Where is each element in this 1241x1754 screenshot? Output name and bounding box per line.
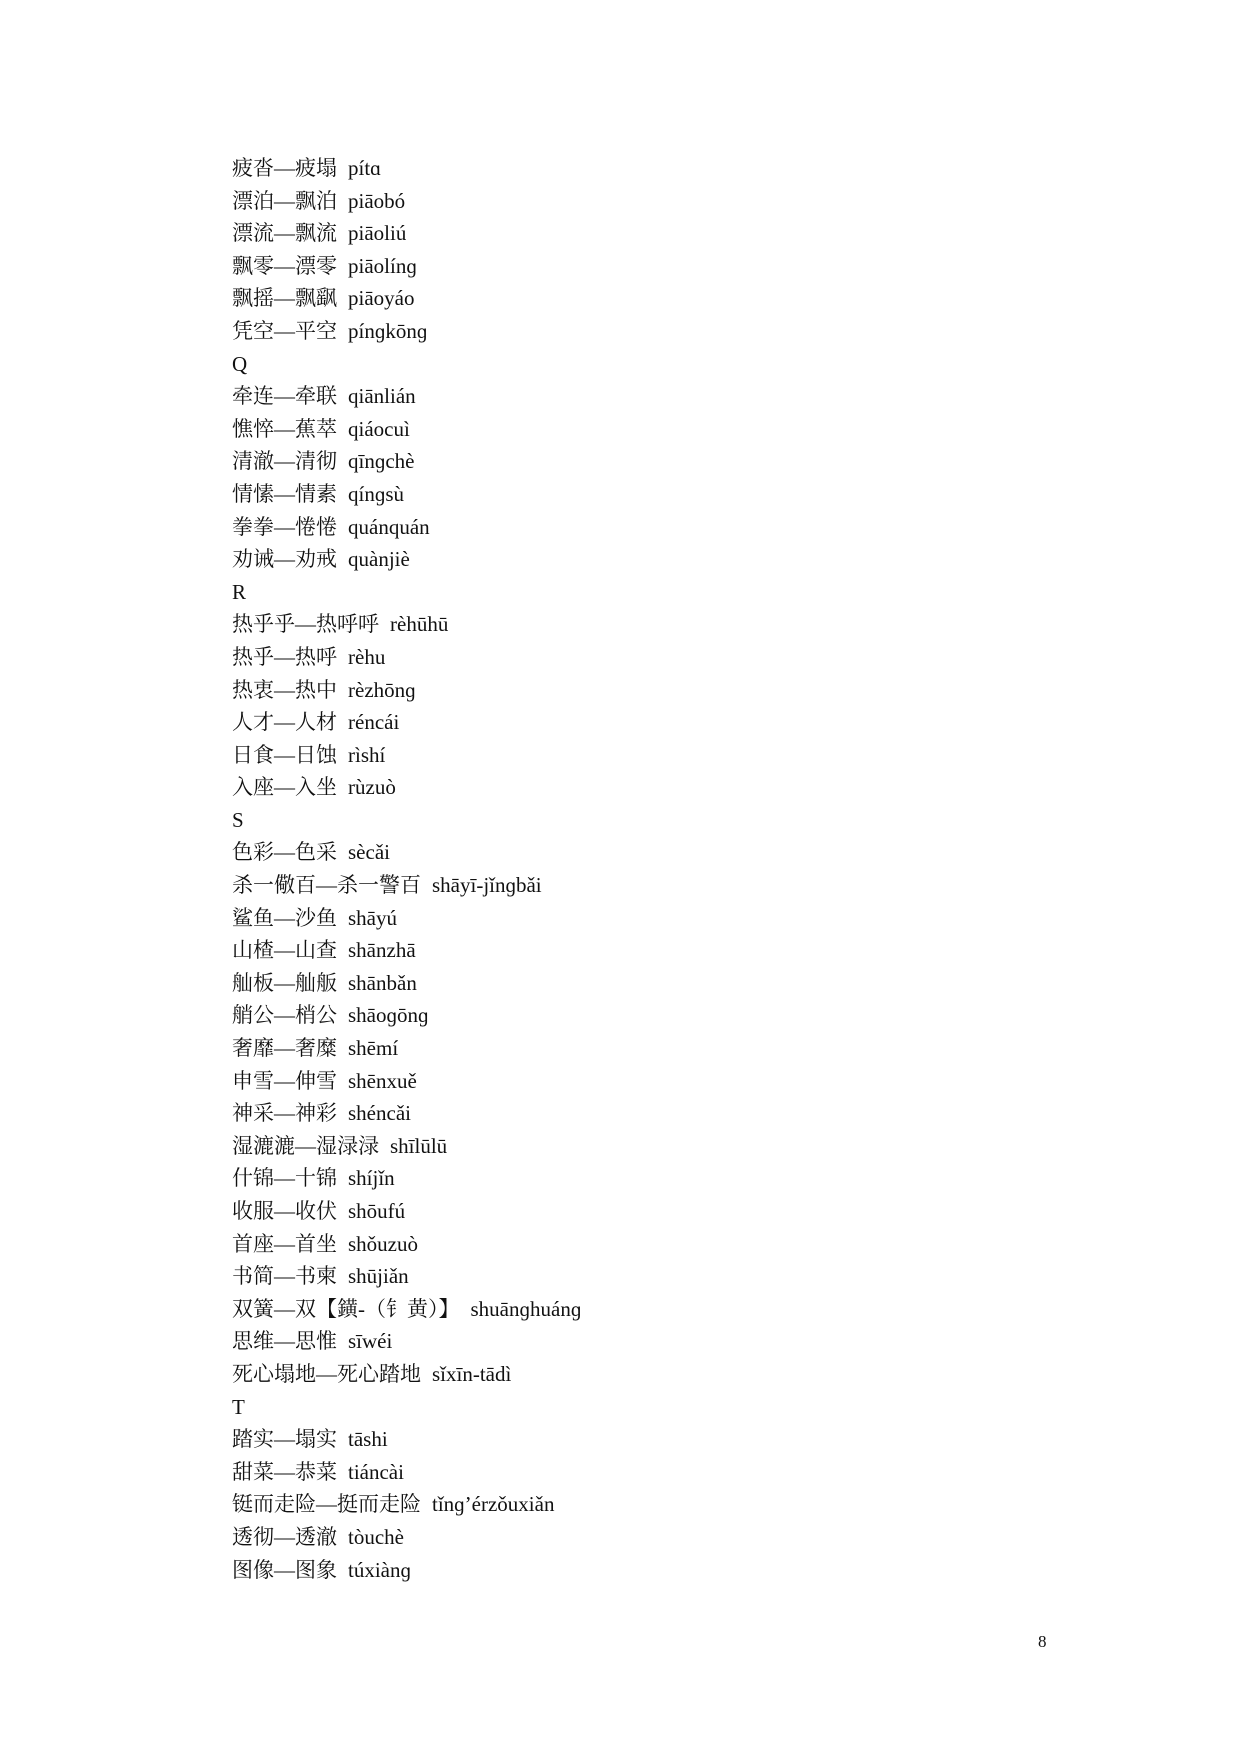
pinyin: rèzhōnɡ	[348, 677, 416, 702]
word-pair: 什锦—十锦	[232, 1166, 337, 1191]
list-item	[232, 1358, 1132, 1391]
pinyin: sècǎi	[348, 840, 390, 865]
word-pair: 漂泊—飘泊	[232, 188, 337, 213]
list-item	[232, 250, 1132, 283]
list-item	[232, 1130, 1132, 1163]
pinyin: piāoyáo	[348, 286, 415, 311]
word-list	[232, 152, 1132, 1586]
pinyin: shānzhā	[348, 938, 416, 963]
list-item	[232, 478, 1132, 511]
pinyin: shīlūlū	[390, 1133, 448, 1158]
word-pair: 拳拳—惓惓	[232, 514, 337, 539]
pinyin: rèhūhū	[390, 612, 449, 637]
pinyin: shēnxuě	[348, 1068, 417, 1093]
list-item	[232, 608, 1132, 641]
word-pair: 铤而走险—挺而走险	[232, 1492, 421, 1517]
pinyin: shǒuzuò	[348, 1231, 418, 1256]
pinyin: shāyī-jǐnɡbǎi	[432, 873, 542, 898]
pinyin: quánquán	[348, 514, 430, 539]
pinyin: shāoɡōnɡ	[348, 1003, 429, 1028]
list-item	[232, 315, 1132, 348]
word-pair: 疲沓—疲塌	[232, 156, 337, 180]
list-item	[232, 1488, 1132, 1521]
word-pair: 热乎乎—热呼呼	[232, 612, 379, 637]
word-pair: 清澈—清彻	[232, 449, 337, 474]
pinyin: shōufú	[348, 1199, 406, 1223]
word-pair: 情愫—情素	[232, 481, 337, 506]
pinyin: qīnɡchè	[348, 449, 415, 474]
list-item	[232, 185, 1132, 218]
list-item	[232, 1162, 1132, 1195]
list-item	[232, 999, 1132, 1032]
list-item	[232, 967, 1132, 1000]
list-item	[232, 1554, 1132, 1587]
list-item	[232, 869, 1132, 902]
pinyin: shéncǎi	[348, 1101, 411, 1126]
word-pair: 奢靡—奢糜	[232, 1036, 337, 1061]
pinyin: piāoliú	[348, 221, 407, 246]
word-pair: 踏实—塌实	[232, 1427, 337, 1452]
pinyin: rìshí	[348, 742, 386, 767]
word-pair: 图像—图象	[232, 1557, 337, 1582]
pinyin: shāyú	[348, 905, 397, 930]
list-item	[232, 413, 1132, 446]
list-item	[232, 511, 1132, 544]
pinyin: shuānɡhuánɡ	[470, 1296, 582, 1321]
word-pair: 湿漉漉—湿渌渌	[232, 1133, 379, 1158]
list-item	[232, 1065, 1132, 1098]
word-pair: 飘零—漂零	[232, 253, 337, 278]
word-pair: 神采—神彩	[232, 1101, 337, 1126]
list-item	[232, 641, 1132, 674]
pinyin: qínɡsù	[348, 481, 405, 506]
pinyin: sǐxīn-tādì	[432, 1361, 512, 1386]
list-item	[232, 902, 1132, 935]
pinyin: shūjiǎn	[348, 1264, 409, 1289]
pinyin: rèhu	[348, 644, 386, 669]
word-pair: 死心塌地—死心踏地	[232, 1361, 421, 1386]
list-item	[232, 152, 1132, 185]
pinyin: shíjǐn	[348, 1166, 395, 1191]
list-item	[232, 706, 1132, 739]
pinyin: túxiànɡ	[348, 1557, 411, 1582]
list-item	[232, 771, 1132, 804]
list-item	[232, 445, 1132, 478]
word-pair: 憔悴—蕉萃	[232, 416, 337, 441]
word-pair: 人才—人材	[232, 710, 337, 735]
word-pair: 热衷—热中	[232, 677, 337, 702]
word-pair: 飘摇—飘飖	[232, 286, 337, 311]
word-pair: 日食—日蚀	[232, 742, 337, 767]
word-pair: 入座—入坐	[232, 775, 337, 800]
list-item	[232, 1228, 1132, 1261]
word-pair: 双簧—双【鐄-（钅黄）】	[232, 1296, 460, 1321]
list-item	[232, 1195, 1132, 1228]
word-pair: 牵连—牵联	[232, 384, 337, 409]
word-pair: 首座—首坐	[232, 1231, 337, 1256]
pinyin: qiáocuì	[348, 416, 410, 441]
section-letter: T	[232, 1394, 245, 1419]
list-item	[232, 1423, 1132, 1456]
pinyin: sīwéi	[348, 1329, 393, 1354]
word-pair: 透彻—透澈	[232, 1524, 337, 1549]
list-item	[232, 1456, 1132, 1489]
list-item	[232, 739, 1132, 772]
list-item	[232, 1293, 1132, 1326]
list-item	[232, 217, 1132, 250]
section-letter: R	[232, 579, 247, 604]
pinyin: tǐnɡ’érzǒuxiǎn	[432, 1492, 555, 1517]
page-number: 8	[1038, 1632, 1047, 1651]
word-pair: 杀一儆百—杀一警百	[232, 873, 421, 898]
pinyin: rùzuò	[348, 775, 396, 800]
word-pair: 热乎—热呼	[232, 644, 337, 669]
word-pair: 色彩—色采	[232, 840, 337, 865]
list-item	[232, 836, 1132, 869]
list-item	[232, 934, 1132, 967]
list-item	[232, 380, 1132, 413]
pinyin: pítɑ	[348, 156, 382, 180]
pinyin: tāshi	[348, 1427, 388, 1452]
list-item	[232, 1325, 1132, 1358]
pinyin: pínɡkōnɡ	[348, 318, 428, 343]
word-pair: 漂流—飘流	[232, 221, 337, 246]
word-pair: 书简—书柬	[232, 1264, 337, 1289]
word-pair: 山楂—山查	[232, 938, 337, 963]
word-pair: 鲨鱼—沙鱼	[232, 905, 337, 930]
word-pair: 申雪—伸雪	[232, 1068, 337, 1093]
list-item	[232, 1521, 1132, 1554]
word-pair: 舢板—舢舨	[232, 970, 337, 995]
word-pair: 收服—收伏	[232, 1199, 337, 1223]
pinyin: réncái	[348, 710, 400, 735]
pinyin: tiáncài	[348, 1459, 404, 1484]
pinyin: shānbǎn	[348, 970, 417, 995]
list-item	[232, 1260, 1132, 1293]
list-item	[232, 674, 1132, 707]
word-pair: 甜菜—恭菜	[232, 1459, 337, 1484]
section-letter: S	[232, 807, 244, 832]
list-item	[232, 282, 1132, 315]
pinyin: piāobó	[348, 188, 406, 213]
pinyin: piāolínɡ	[348, 253, 417, 278]
word-pair: 劝诫—劝戒	[232, 547, 337, 572]
word-pair: 艄公—梢公	[232, 1003, 337, 1028]
word-pair: 凭空—平空	[232, 318, 337, 343]
list-item	[232, 1032, 1132, 1065]
section-letter: Q	[232, 351, 248, 376]
pinyin: qiānlián	[348, 384, 416, 409]
pinyin: quànjiè	[348, 547, 410, 572]
list-item	[232, 1097, 1132, 1130]
list-item	[232, 543, 1132, 576]
pinyin: tòuchè	[348, 1524, 404, 1549]
pinyin: shēmí	[348, 1036, 399, 1061]
word-pair: 思维—思惟	[232, 1329, 337, 1354]
